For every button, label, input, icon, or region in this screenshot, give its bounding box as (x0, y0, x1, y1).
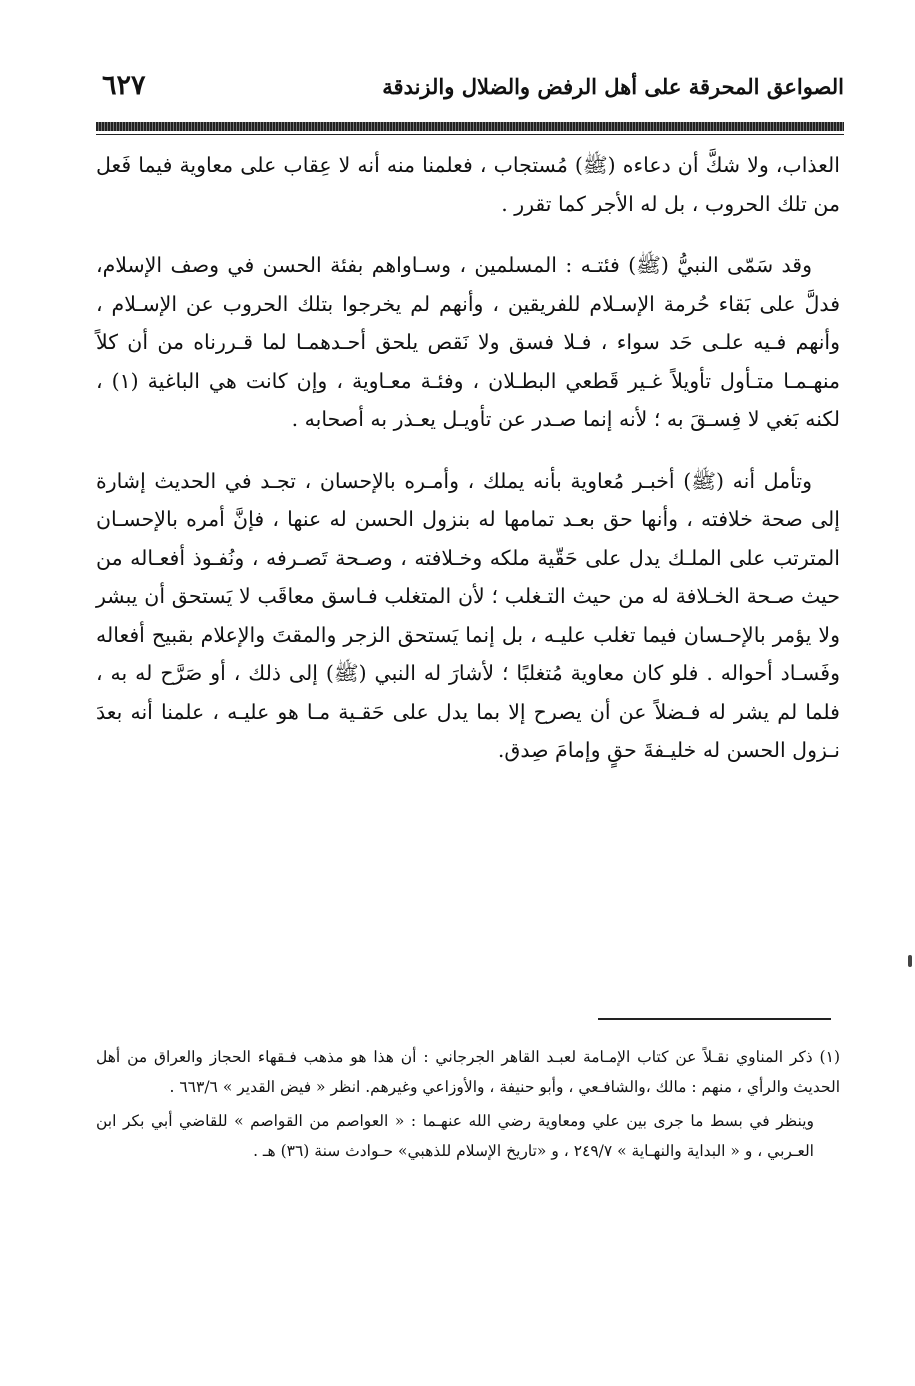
main-text (96, 146, 840, 793)
margin-mark (908, 955, 912, 967)
running-title: الصواعق المحرقة على أهل الرفض والضلال والزندقة (382, 74, 844, 99)
paragraph: وتأمل أنه (ﷺ) أخبـر مُعاوية بأنه يملك ، وأمـره بالإحسان ، تجـد في الحديث إشارة إلى صحة خلافته ، وأنها حق بعـد تمامها له بنزول الحسن له عنها ، فإنَّ أمره بالإحسـان المترتب على الملـك يدل على حَقّية ملكه وخـلافته ، وصـحة تَصـرفه ، ونُفـوذ أفعـاله من حيث صـحة الخـلافة له من حيث التـغلب ؛ لأن المتغلب فـاسق معاقَب لا يَستحق أن يبشر ولا يؤمر بالإحـسان فيما تغلب عليـه ، بل إنما يَستحق الزجر والمقتَ والإعلام بقبيح أفعاله وفَسـاد أحواله . فلو كان معاوية مُتغلبًا ؛ لأشارَ له النبي (ﷺ) إلى ذلك ، أو صَرَّح له به ، فلما لم يشر له فـضلاً عن أن يصرح إلا بما يدل على حَقـية مـا هو عليـه ، علمنا أنه بعدَ نـزول الحسن له خليـفةَ حقٍ وإمامَ صِدق. (96, 468, 840, 762)
footnote-separator (598, 1018, 831, 1020)
paragraph: العذاب، ولا شكَّ أن دعاءه (ﷺ) مُستجاب ، فعلمنا منه أنه لا عِقاب على معاوية فيما فَعل من تلك الحروب ، بل له الأجر كما تقرر . (96, 153, 840, 216)
page-header (96, 70, 844, 122)
page-number: ٦٢٧ (102, 70, 146, 101)
footnotes (96, 1042, 840, 1170)
header-rule (96, 122, 844, 131)
footnote-continuation: وينظر في بسط ما جرى بين علي ومعاوية رضي الله عنهـما : « العواصم من القواصم » للقاضي أبي بكر ابن العـربي ، و « البداية والنهـاية » ٢٤٩/٧ ، و «تاريخ الإسلام للذهبي» حـوادث سنة (٣٦) هـ . (96, 1112, 814, 1160)
footnote: (١) ذكر المناوي نقـلاً عن كتاب الإمـامة لعبـد القاهر الجرجاني : أن هذا هو مذهب فـقهاء الحجاز والعراق من أهل الحديث والرأي ، منهم : مالك ،والشافـعي ، وأبو حنيفة ، والأوزاعي وغيرهم. انظر « فيض القدير » ٦٦٣/٦ . (96, 1048, 840, 1096)
paragraph: وقد سَمّى النبيُّ (ﷺ) فئتـه : المسلمين ، وسـاواهم بفئة الحسن في وصف الإسلام، فدلَّ على بَقاء حُرمة الإسـلام للفريقين ، وأنهم لم يخرجوا بتلك الحروب عن الإسـلام ، وأنهم فـيه علـى حَد سواء ، فـلا فسق ولا نَقص يلحق أحـدهمـا لما قـررناه من أن كلاً منهـمـا متـأول تأويلاً غـير قَطعي البطـلان ، وفئـة معـاوية ، وإن كانت هي الباغية (١) ، لكنه بَغي لا فِسـقَ به ؛ لأنه إنما صـدر عن تأويـل يعـذر به أصحابه . (96, 253, 840, 431)
